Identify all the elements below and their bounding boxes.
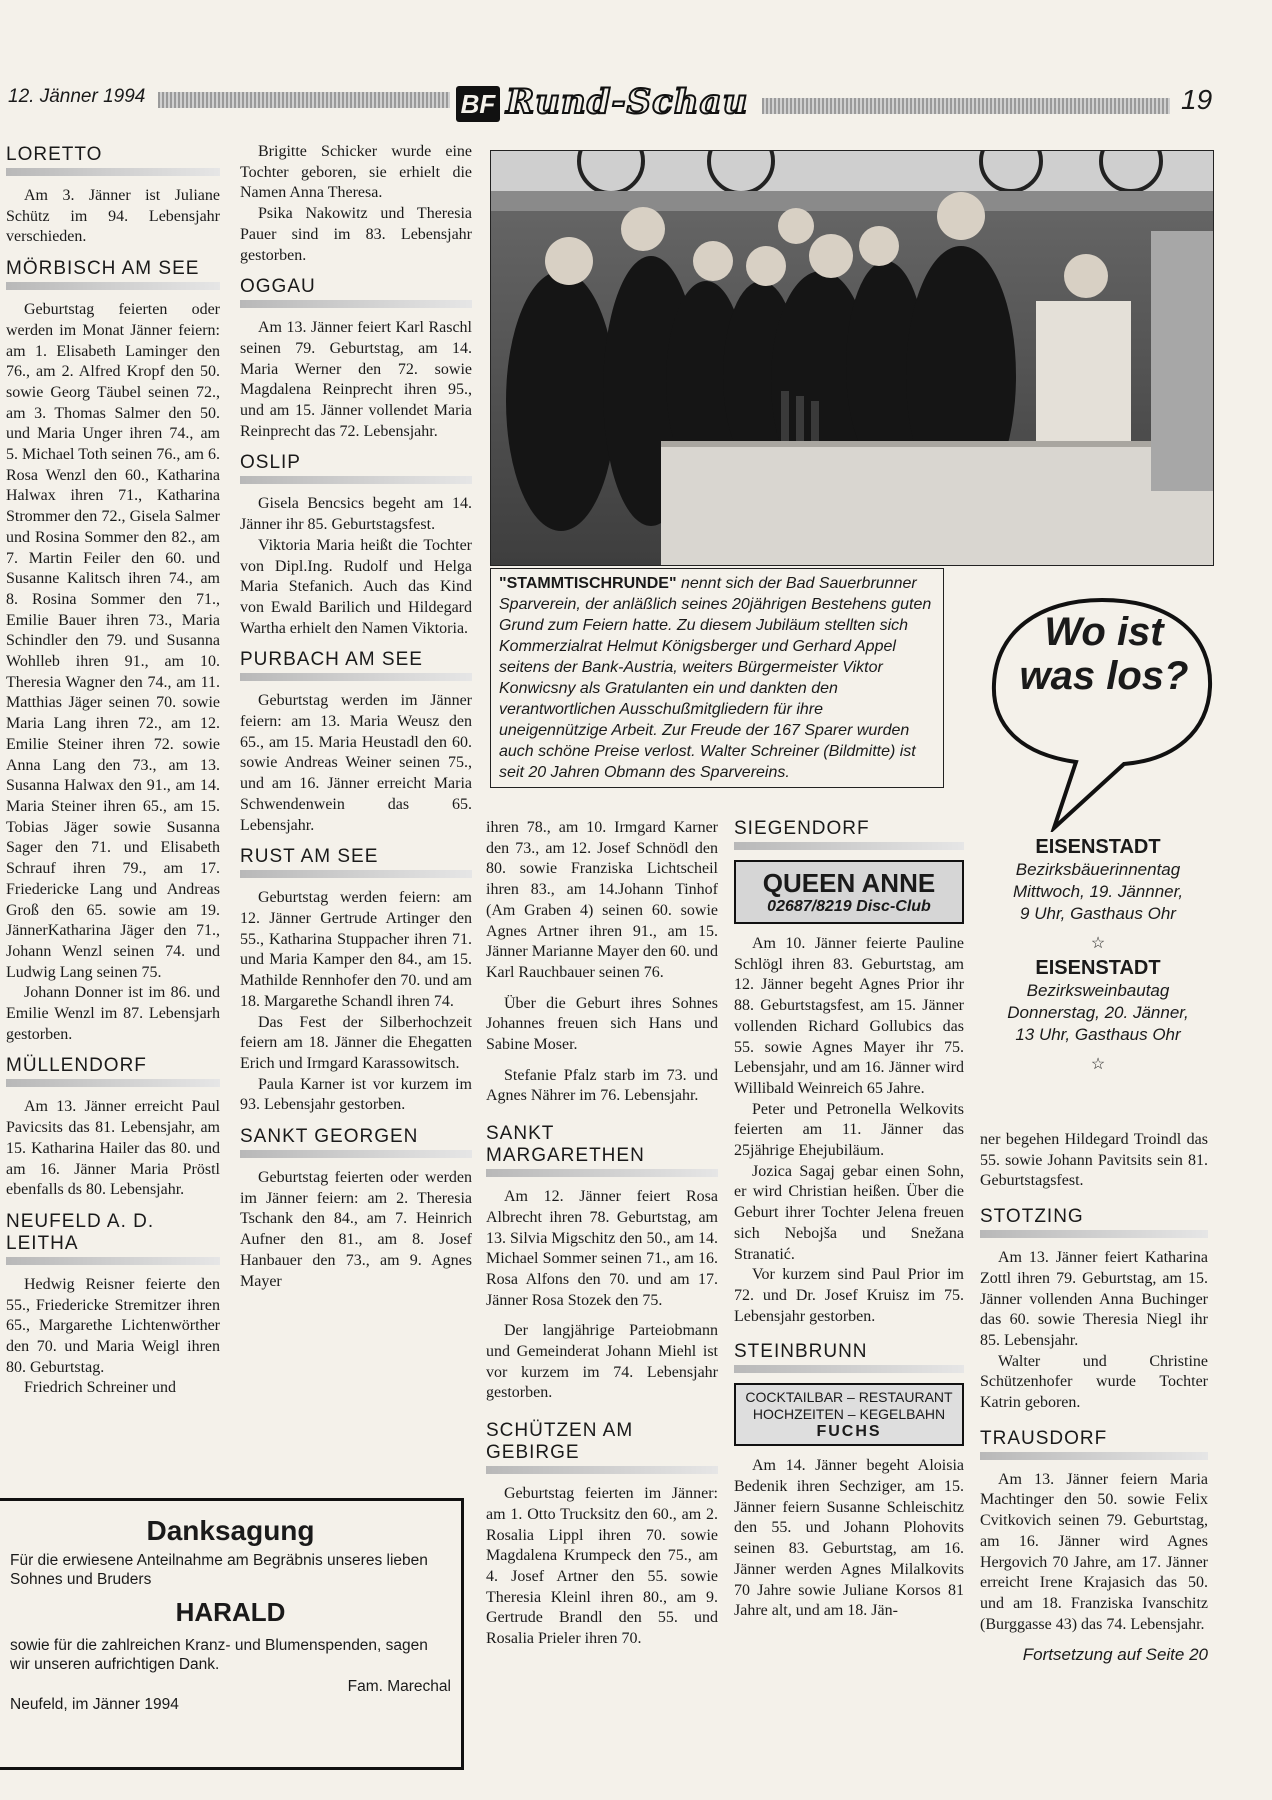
ad-fuchs-name: FUCHS bbox=[816, 1423, 882, 1441]
article-text: Am 10. Jänner feierte Pauline Schlögl ihren 83. Geburtstag, am 12. Jänner begeht Agnes Prior ihr 88. Geburtstagsfest, am 15. Jänner vollenden Richard Gollubics das 55. sowie Agnes Mayer ihr 75. Lebensjahr, und am 16. Jänner wird Willibald Weinreich 65 Jahre. bbox=[734, 935, 964, 1097]
section-head-stotzing: STOTZING bbox=[980, 1206, 1084, 1228]
header-rule-right bbox=[762, 98, 1170, 114]
event-title: Bezirksweinbautag bbox=[1026, 981, 1170, 1000]
article-text: ihren 78., am 10. Irmgard Karner den 73., am 12. Josef Schnödl den 80. sowie Franziska Lichtscheil ihren 83., am 14.Johann Tinhof (Am Graben 4) seinen 60. sowie Agnes Artner ihren 91., am 15. Jänner Marianne Mayer den 60. und Karl Rauchbauer seinen 76. bbox=[486, 819, 718, 981]
events-box bbox=[980, 836, 1216, 1078]
section-head-loretto: LORETTO bbox=[6, 144, 103, 165]
article-text: Peter und Petronella Welkovits feierten am 11. Jänner das 25jährige Ehejubiläum. bbox=[734, 1100, 964, 1160]
column-4 bbox=[734, 816, 964, 1622]
column-1 bbox=[6, 142, 220, 1399]
section-head-oslip: OSLIP bbox=[240, 452, 301, 474]
photo-illustration bbox=[491, 151, 1213, 565]
ad-queen-sub: 02687/8219 Disc-Club bbox=[767, 898, 931, 915]
article-text: Brigitte Schicker wurde eine Tochter geboren, sie erhielt die Namen Anna Theresa. bbox=[240, 143, 472, 202]
event-date: Mittwoch, 19. Jännner, bbox=[1012, 882, 1184, 901]
article-text: Geburtstag feierten oder werden im Monat Jänner feiern: am 1. Elisabeth Laminger den 76., am 2. Alfred Kropf den 50. sowie Georg Täubel seinen 72., am 3. Thomas Salmer den 50. und Maria Unger ihren 74., am 5. Michael Toth seinen 76., am 6. Rosa Wenzl den 60., Katharina Halwax ihren 71., Katharina Strommer den 72., Gisela Salmer und Rosina Sommer den 82., am 7. Martin Feiler den 60. und Susanne Kalitsch ihren 74., am 8. Rosina Sommer den 71., Emilie Bauer ihren 73., Maria Schindler den 79. und Susanna Wohlleb ihren 91., am 10. Theresia Wagner den 74., am 11. Matthias Jäger seinen 70. sowie Maria Lang ihren 72., am 12. Emilie Steiner ihren 72. sowie Anna Lang den 73., am 13. Susanna Halwax den 91., am 14. Maria Steiner ihren 65., am 15. Tobias Jäger sowie Susanna Sager den 71. und Elisabeth Schrauf ihren 79., am 17. Friedericke Lang und Andreas Groß den 65. sowie am 19. JännerKatharina Jäger den 71., Johann Wenzl seinen 74. und Ludwig Lang seinen 75. bbox=[6, 301, 220, 981]
article-text: Friedrich Schreiner und bbox=[24, 1379, 176, 1397]
star-divider: ☆ bbox=[1090, 935, 1106, 952]
caption-lead: "STAMMTISCHRUNDE" bbox=[499, 575, 677, 592]
article-text: Geburtstag feierten im Jänner: am 1. Otto Trucksitz den 60., am 2. Rosalia Lippl ihren 70. sowie Magdalena Krumpeck den 75., am 4. Josef Artner den 55. sowie Theresia Kleinl ihren 80., am 9. Gertrude Brandl den 55. und Rosalia Prieler ihren 70. bbox=[486, 1485, 718, 1648]
article-text: Am 12. Jänner feiert Rosa Albrecht ihren 78. Geburtstag, am 13. Silvia Migschitz den 50., am 14. Michael Sommer seinen 71., am 16. Rosa Alfons den 70. und am 17. Jänner Rosa Stozek den 75. bbox=[486, 1188, 718, 1309]
event-place: 9 Uhr, Gasthaus Ohr bbox=[1020, 904, 1176, 923]
section-head-schuetzen: SCHÜTZEN AM GEBIRGE bbox=[486, 1420, 634, 1464]
section-head-sankt-georgen: SANKT GEORGEN bbox=[240, 1126, 419, 1148]
event-location: EISENSTADT bbox=[1035, 836, 1161, 858]
section-head-siegendorf: SIEGENDORF bbox=[734, 818, 870, 839]
article-text: Über die Geburt ihres Sohnes Johannes freuen sich Hans und Sabine Moser. bbox=[486, 994, 718, 1054]
ad-queen-anne bbox=[734, 860, 964, 924]
event-date: Donnerstag, 20. Jänner, bbox=[1007, 1003, 1189, 1022]
article-text: Paula Karner ist vor kurzem im 93. Lebensjahr gestorben. bbox=[240, 1075, 472, 1114]
section-head-neufeld: NEUFELD A. D. LEITHA bbox=[6, 1210, 155, 1254]
article-text: Der langjährige Parteiobmann und Gemeinderat Johann Miehl ist vor kurzem im 74. Lebensjahr gestorben. bbox=[486, 1322, 718, 1402]
section-head-moerbisch: MÖRBISCH AM SEE bbox=[6, 258, 200, 280]
article-text: Vor kurzem sind Paul Prior im 72. und Dr. Josef Kruisz im 75. Lebensjahr gestorben. bbox=[734, 1266, 964, 1325]
article-text: Am 14. Jänner begeht Aloisia Bedenik ihren Sechziger, am 15. Jänner feiern Susanne Schleischitz den 55. und Johann Plohovits seinen 83. Geburtstag, am 16. Jänner werden Agnes Milalkovits 70 Jahre sowie Juliane Korsos 81 Jahre alt, und am 18. Jän- bbox=[734, 1457, 964, 1620]
danksagung-line1: Für die erwiesene Anteilnahme am Begräbnis unseres lieben Sohnes und Bruders bbox=[10, 1552, 428, 1588]
article-text: Am 3. Jänner ist Juliane Schütz im 94. Lebensjahr verschieden. bbox=[6, 187, 220, 246]
column-3 bbox=[486, 818, 718, 1650]
ad-fuchs-line1: COCKTAILBAR – RESTAURANT bbox=[745, 1389, 953, 1406]
logo-mark: BF bbox=[456, 86, 500, 122]
speech-bubble bbox=[984, 592, 1220, 832]
ad-fuchs-line2: HOCHZEITEN – KEGELBAHN bbox=[752, 1406, 946, 1423]
column-5 bbox=[980, 1130, 1208, 1665]
article-text: Psika Nakowitz und Theresia Pauer sind im 83. Lebensjahr gestorben. bbox=[240, 205, 472, 264]
photo-caption bbox=[490, 568, 944, 788]
article-text: Geburtstag werden im Jänner feiern: am 13. Maria Weusz den 65., am 15. Maria Heustadl den 60. sowie Andreas Weiner seinen 75., und am 16. Jänner erreicht Maria Schwendenwein das 65. Lebensjahr. bbox=[240, 692, 472, 834]
danksagung-place: Neufeld, im Jänner 1994 bbox=[10, 1696, 179, 1713]
article-text: Johann Donner ist im 86. und Emilie Wenzl im 87. Lebensjarh gestorben. bbox=[6, 984, 220, 1043]
article-text: Am 13. Jänner feiern Maria Machtinger den 50. sowie Felix Cvitkovich seinen 79. Geburtstag, am 16. Jänner wird Agnes Hergovich 70 Jahre, am 17. Jänner erreicht Irene Krajasich das 50. und am 18. Franziska Ivanschitz (Burggasse 43) das 74. Lebensjahr. bbox=[980, 1470, 1208, 1633]
event-place: 13 Uhr, Gasthaus Ohr bbox=[1015, 1025, 1181, 1044]
section-head-oggau: OGGAU bbox=[240, 276, 316, 298]
event-title: Bezirksbäuerinnentag bbox=[1015, 860, 1181, 879]
article-text: Gisela Bencsics begeht am 14. Jänner ihr 85. Geburtstagsfest. bbox=[240, 495, 472, 534]
article-text: Stefanie Pfalz starb im 73. und Agnes Nährer im 76. Lebensjahr. bbox=[486, 1066, 718, 1105]
danksagung-name: HARALD bbox=[175, 1597, 286, 1627]
column-2 bbox=[240, 142, 472, 1292]
section-head-rust: RUST AM SEE bbox=[240, 846, 379, 868]
article-text: Am 13. Jänner feiert Karl Raschl seinen 79. Geburtstag, am 14. Maria Werner den 72. sowie Magdalena Reinprecht ihren 95., und am 15. Jänner vollendet Maria Reinprecht das 72. Lebensjahr. bbox=[240, 319, 472, 440]
star-divider: ☆ bbox=[1090, 1056, 1106, 1073]
danksagung-line2: sowie für die zahlreichen Kranz- und Blumenspenden, sagen wir unseren aufrichtigen Dank. bbox=[10, 1637, 428, 1673]
article-text: Am 13. Jänner feiert Katharina Zottl ihren 79. Geburtstag, am 15. Jänner vollenden Anna Buchinger das 60. sowie Theresia Niegl ihr 85. Lebensjahr. bbox=[980, 1249, 1208, 1349]
issue-date: 12. Jänner 1994 bbox=[8, 86, 146, 107]
section-head-purbach: PURBACH AM SEE bbox=[240, 649, 423, 671]
group-photo bbox=[490, 150, 1214, 566]
article-text: Jozica Sagaj gebar einen Sohn, er wird Christian heißen. Über die Geburt ihrer Tochter Jelena freuen sich Nebojša und Snežana Stranatić. bbox=[734, 1162, 964, 1263]
article-text: Das Fest der Silberhochzeit feiern am 18. Jänner die Ehegatten Erich und Irmgard Karassowitsch. bbox=[240, 1013, 472, 1072]
ad-queen-title: QUEEN ANNE bbox=[762, 868, 936, 898]
masthead-title: Rund-Schau bbox=[506, 82, 749, 122]
section-head-sankt-margarethen: SANKT MARGARETHEN bbox=[486, 1123, 645, 1167]
article-text: ner begehen Hildegard Troindl das 55. sowie Johann Pavitsits sein 81. Geburtstagsfest. bbox=[980, 1131, 1208, 1190]
danksagung-notice bbox=[0, 1498, 464, 1770]
continued-note: Fortsetzung auf Seite 20 bbox=[1022, 1645, 1208, 1665]
article-text: Geburtstag feierten oder werden im Jänner feiern: am 2. Theresia Tschank den 84., am 7. Heinrich Aufner den 81., am 8. Josef Hanbauer den 73., am 9. Agnes Mayer bbox=[240, 1169, 472, 1290]
article-text: Walter und Christine Schützenhofer wurde Tochter Katrin geboren. bbox=[980, 1352, 1208, 1412]
section-head-muellendorf: MÜLLENDORF bbox=[6, 1055, 147, 1077]
danksagung-title: Danksagung bbox=[146, 1515, 315, 1546]
ad-fuchs bbox=[734, 1383, 964, 1446]
header-rule-left bbox=[158, 92, 450, 108]
section-head-trausdorf: TRAUSDORF bbox=[980, 1427, 1108, 1449]
article-text: Viktoria Maria heißt die Tochter von Dipl.Ing. Rudolf und Helga Maria Stefanich. Auch das Kind von Ewald Barilich und Hildegard Wartha erhielt den Namen Viktoria. bbox=[240, 536, 472, 637]
section-head-steinbrunn: STEINBRUNN bbox=[734, 1341, 868, 1363]
caption-text: nennt sich der Bad Sauerbrunner Sparverein, der anläßlich seines 20jährigen Bestehens guten Grund zum Feiern hatte. Zu diesem Jubiläum stellten sich Kommerzialrat Helmut Königsberger und Gerhard Appel seitens der Bank-Austria, weiters Bürgermeister Viktor Konwicsny als Gratulanten ein und dankten den verantwortlichen Ausschußmitgliedern für ihre uneigennützige Arbeit. Zur Freude der 167 Sparer wurden auch schöne Preise verlost. Walter Schreiner (Bildmitte) ist seit 20 Jahren Obmann des Sparvereins. bbox=[499, 575, 932, 781]
article-text: Hedwig Reisner feierte den 55., Friedericke Stremitzer ihren 65., Margarethe Lichtenwörther den 70. und Maria Weigl ihren 80. Geburtstag. bbox=[6, 1275, 220, 1376]
article-text: Geburtstag werden feiern: am 12. Jänner Gertrude Artinger den 55., Katharina Stuppacher ihren 71. und Maria Kamper den 84., am 15. Mathilde Rennhofer den 70. und am 18. Margarethe Schandl ihren 74. bbox=[240, 889, 472, 1010]
event-location: EISENSTADT bbox=[1035, 957, 1161, 979]
danksagung-signature: Fam. Marechal bbox=[347, 1678, 451, 1695]
article-text: Am 13. Jänner erreicht Paul Pavicsits das 81. Lebensjahr, am 15. Katharina Hailer das 80. und am 16. Jänner Maria Pröstl ebenfalls ds 80. Lebensjahr. bbox=[6, 1098, 220, 1199]
bubble-text: Wo ist was los? bbox=[1019, 610, 1189, 698]
page-number: 19 bbox=[1181, 84, 1213, 115]
